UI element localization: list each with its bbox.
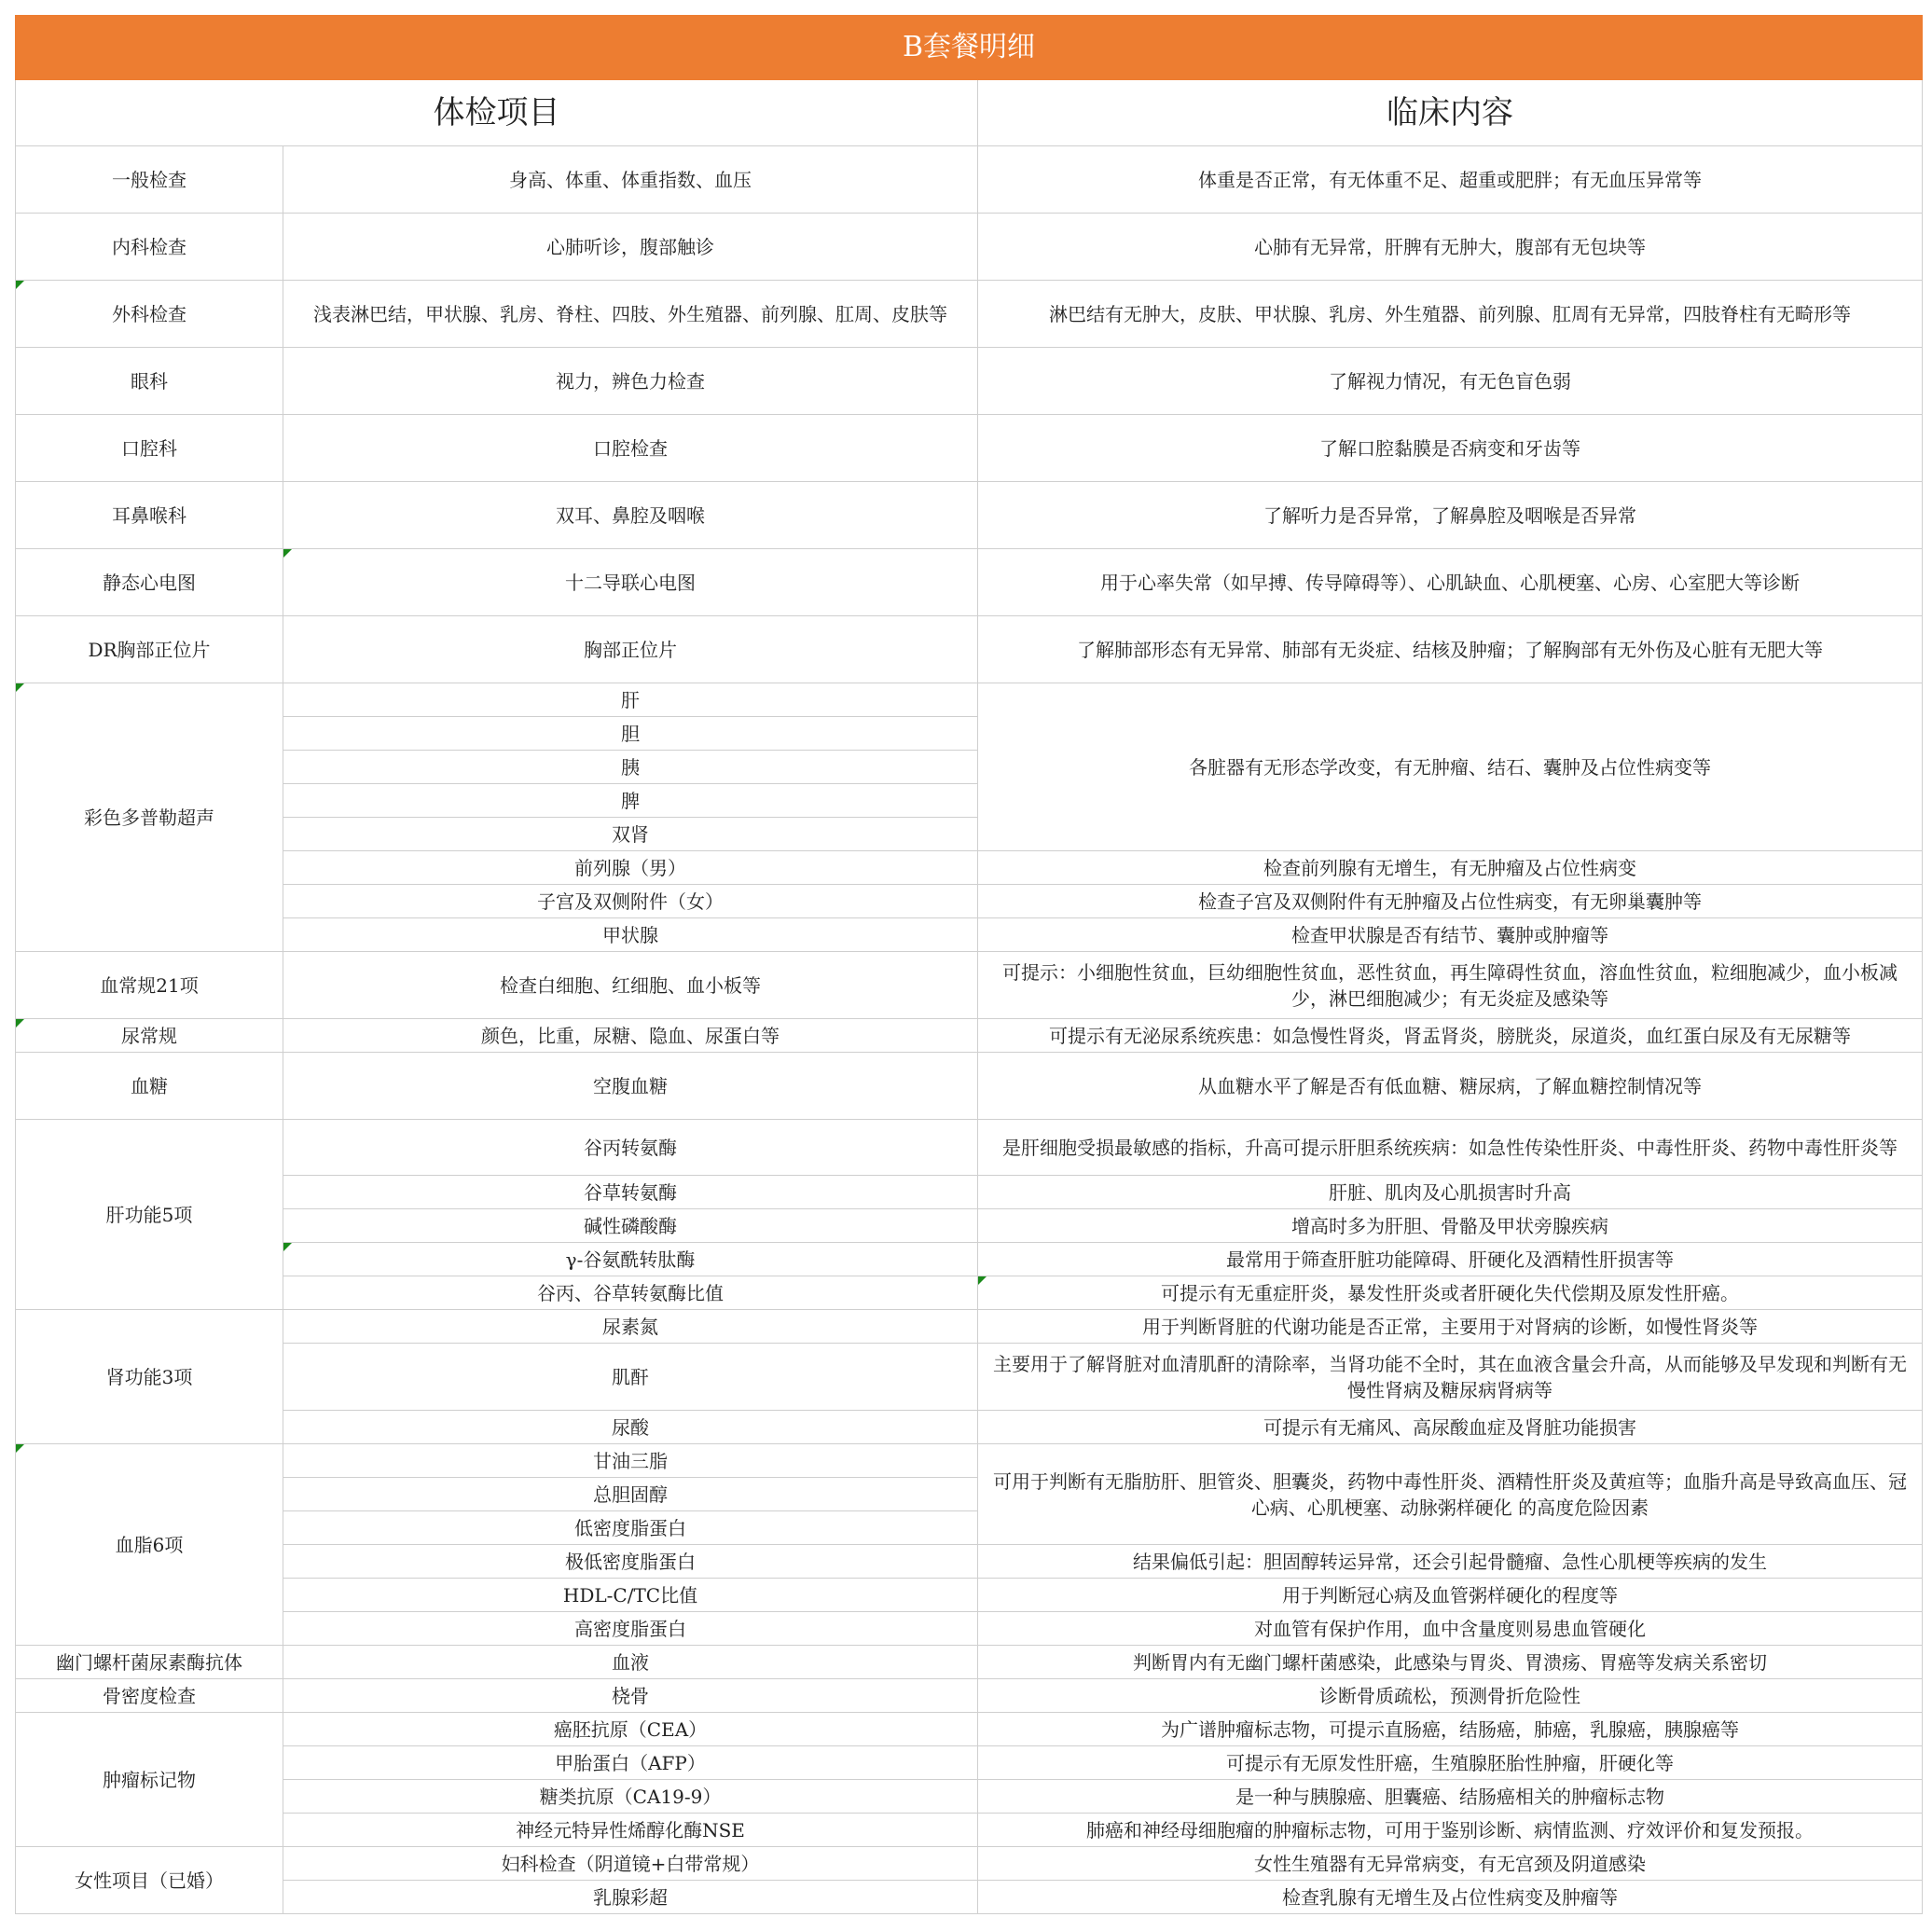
desc-cell: 检查乳腺有无增生及占位性病变及肿瘤等 [978,1881,1923,1914]
category-cell: 彩色多普勒超声 [16,683,283,952]
table-row [16,1411,1923,1444]
table-row [16,1053,1923,1120]
desc-cell: 用于判断冠心病及血管粥样硬化的程度等 [978,1579,1923,1612]
category-cell: 尿常规 [16,1019,283,1053]
table-row [16,1243,1923,1276]
table-row [16,1276,1923,1310]
table-row [16,1019,1923,1053]
desc-cell: 检查前列腺有无增生，有无肿瘤及占位性病变 [978,851,1923,885]
header-row [16,80,1923,146]
item-cell: 胆 [283,717,978,751]
table-row [16,348,1923,415]
item-cell: 子宫及双侧附件（女） [283,885,978,918]
table-row [16,1746,1923,1780]
header-item: 体检项目 [16,80,978,146]
desc-cell: 检查甲状腺是否有结节、囊肿或肿瘤等 [978,918,1923,952]
item-cell: 糖类抗原（CA19-9） [283,1780,978,1814]
table-row [16,549,1923,616]
desc-cell: 对血管有保护作用，血中含量度则易患血管硬化 [978,1612,1923,1646]
table-row [16,851,1923,885]
item-cell: 谷丙转氨酶 [283,1120,978,1176]
item-cell: 空腹血糖 [283,1053,978,1120]
item-cell: 神经元特异性烯醇化酶NSE [283,1814,978,1847]
item-cell: 双肾 [283,818,978,851]
desc-cell: 主要用于了解肾脏对血清肌酐的清除率，当肾功能不全时，其在血液含量会升高，从而能够及早发现和判断有无慢性肾病及糖尿病肾病等 [978,1344,1923,1411]
desc-cell: 用于心率失常（如早搏、传导障碍等）、心肌缺血、心肌梗塞、心房、心室肥大等诊断 [978,549,1923,616]
title-row [16,16,1923,80]
item-cell: 十二导联心电图 [283,549,978,616]
desc-cell: 是一种与胰腺癌、胆囊癌、结肠癌相关的肿瘤标志物 [978,1780,1923,1814]
table-row [16,1545,1923,1579]
table-row [16,952,1923,1019]
category-cell: 肝功能5项 [16,1120,283,1310]
item-cell: 血液 [283,1646,978,1679]
desc-cell: 判断胃内有无幽门螺杆菌感染，此感染与胃炎、胃溃疡、胃癌等发病关系密切 [978,1646,1923,1679]
table-row [16,918,1923,952]
item-cell: 胰 [283,751,978,784]
item-cell: 谷草转氨酶 [283,1176,978,1209]
desc-cell: 肺癌和神经母细胞瘤的肿瘤标志物，可用于鉴别诊断、病情监测、疗效评价和复发预报。 [978,1814,1923,1847]
category-cell: 骨密度检查 [16,1679,283,1713]
table-row [16,1713,1923,1746]
category-cell: 耳鼻喉科 [16,482,283,549]
item-cell: HDL-C/TC比值 [283,1579,978,1612]
desc-cell: 了解听力是否异常，了解鼻腔及咽喉是否异常 [978,482,1923,549]
category-cell: 眼科 [16,348,283,415]
table-row [16,885,1923,918]
item-cell: 尿酸 [283,1411,978,1444]
item-cell: 乳腺彩超 [283,1881,978,1914]
item-cell: γ-谷氨酰转肽酶 [283,1243,978,1276]
category-cell: 血常规21项 [16,952,283,1019]
item-cell: 癌胚抗原（CEA） [283,1713,978,1746]
item-cell: 心肺听诊，腹部触诊 [283,214,978,281]
package-table [15,15,1923,1914]
desc-cell: 体重是否正常，有无体重不足、超重或肥胖；有无血压异常等 [978,146,1923,214]
table-row [16,1444,1923,1478]
item-cell: 口腔检查 [283,415,978,482]
desc-cell: 结果偏低引起：胆固醇转运异常，还会引起骨髓瘤、急性心肌梗等疾病的发生 [978,1545,1923,1579]
item-cell: 甲状腺 [283,918,978,952]
item-cell: 肌酐 [283,1344,978,1411]
item-cell: 脾 [283,784,978,818]
desc-cell: 肝脏、肌肉及心肌损害时升高 [978,1176,1923,1209]
item-cell: 身高、体重、体重指数、血压 [283,146,978,214]
category-cell: 内科检查 [16,214,283,281]
desc-cell: 可提示有无原发性肝癌，生殖腺胚胎性肿瘤，肝硬化等 [978,1746,1923,1780]
table-row [16,1209,1923,1243]
item-cell: 前列腺（男） [283,851,978,885]
table-row [16,214,1923,281]
desc-cell: 诊断骨质疏松，预测骨折危险性 [978,1679,1923,1713]
table-row [16,1310,1923,1344]
table-row [16,683,1923,717]
item-cell: 尿素氮 [283,1310,978,1344]
desc-cell: 从血糖水平了解是否有低血糖、糖尿病，了解血糖控制情况等 [978,1053,1923,1120]
desc-cell: 各脏器有无形态学改变，有无肿瘤、结石、囊肿及占位性病变等 [978,683,1923,851]
item-cell: 总胆固醇 [283,1478,978,1511]
desc-cell: 为广谱肿瘤标志物，可提示直肠癌，结肠癌，肺癌，乳腺癌，胰腺癌等 [978,1713,1923,1746]
table-row [16,1679,1923,1713]
item-cell: 浅表淋巴结，甲状腺、乳房、脊柱、四肢、外生殖器、前列腺、肛周、皮肤等 [283,281,978,348]
item-cell: 甲胎蛋白（AFP） [283,1746,978,1780]
category-cell: 口腔科 [16,415,283,482]
item-cell: 胸部正位片 [283,616,978,683]
desc-cell: 可提示有无重症肝炎，暴发性肝炎或者肝硬化失代偿期及原发性肝癌。 [978,1276,1923,1310]
table-row [16,1579,1923,1612]
desc-cell: 最常用于筛查肝脏功能障碍、肝硬化及酒精性肝损害等 [978,1243,1923,1276]
desc-cell: 了解口腔黏膜是否病变和牙齿等 [978,415,1923,482]
desc-cell: 可提示：小细胞性贫血，巨幼细胞性贫血，恶性贫血，再生障碍性贫血，溶血性贫血，粒细胞减少，血小板减少，淋巴细胞减少；有无炎症及感染等 [978,952,1923,1019]
item-cell: 谷丙、谷草转氨酶比值 [283,1276,978,1310]
desc-cell: 增高时多为肝胆、骨骼及甲状旁腺疾病 [978,1209,1923,1243]
category-cell: DR胸部正位片 [16,616,283,683]
desc-cell: 了解肺部形态有无异常、肺部有无炎症、结核及肿瘤；了解胸部有无外伤及心脏有无肥大等 [978,616,1923,683]
item-cell: 视力，辨色力检查 [283,348,978,415]
desc-cell: 是肝细胞受损最敏感的指标，升高可提示肝胆系统疾病：如急性传染性肝炎、中毒性肝炎、药物中毒性肝炎等 [978,1120,1923,1176]
item-cell: 碱性磷酸酶 [283,1209,978,1243]
item-cell: 双耳、鼻腔及咽喉 [283,482,978,549]
category-cell: 外科检查 [16,281,283,348]
table-row [16,146,1923,214]
desc-cell: 淋巴结有无肿大，皮肤、甲状腺、乳房、外生殖器、前列腺、肛周有无异常，四肢脊柱有无畸形等 [978,281,1923,348]
table-row [16,281,1923,348]
category-cell: 肿瘤标记物 [16,1713,283,1847]
category-cell: 血脂6项 [16,1444,283,1646]
item-cell: 颜色，比重，尿糖、隐血、尿蛋白等 [283,1019,978,1053]
item-cell: 极低密度脂蛋白 [283,1545,978,1579]
item-cell: 低密度脂蛋白 [283,1511,978,1545]
desc-cell: 检查子宫及双侧附件有无肿瘤及占位性病变，有无卵巢囊肿等 [978,885,1923,918]
item-cell: 妇科检查（阴道镜+白带常规） [283,1847,978,1881]
category-cell: 静态心电图 [16,549,283,616]
item-cell: 检查白细胞、红细胞、血小板等 [283,952,978,1019]
table-row [16,1612,1923,1646]
item-cell: 高密度脂蛋白 [283,1612,978,1646]
table-row [16,415,1923,482]
desc-cell: 可提示有无泌尿系统疾患：如急慢性肾炎，肾盂肾炎，膀胱炎，尿道炎，血红蛋白尿及有无尿糖等 [978,1019,1923,1053]
desc-cell: 心肺有无异常，肝脾有无肿大，腹部有无包块等 [978,214,1923,281]
item-cell: 甘油三脂 [283,1444,978,1478]
table-row [16,1780,1923,1814]
desc-cell: 了解视力情况，有无色盲色弱 [978,348,1923,415]
table-row [16,1176,1923,1209]
table-row [16,1120,1923,1176]
desc-cell: 可用于判断有无脂肪肝、胆管炎、胆囊炎，药物中毒性肝炎、酒精性肝炎及黄疸等；血脂升高是导致高血压、冠心病、心肌梗塞、动脉粥样硬化 的高度危险因素 [978,1444,1923,1545]
category-cell: 一般检查 [16,146,283,214]
table-title: B套餐明细 [16,16,1923,80]
table-row [16,616,1923,683]
header-clinical: 临床内容 [978,80,1923,146]
table-row [16,1344,1923,1411]
table-row [16,482,1923,549]
table-row [16,1646,1923,1679]
table-row [16,1881,1923,1914]
desc-cell: 女性生殖器有无异常病变，有无宫颈及阴道感染 [978,1847,1923,1881]
item-cell: 桡骨 [283,1679,978,1713]
category-cell: 女性项目（已婚） [16,1847,283,1914]
category-cell: 幽门螺杆菌尿素酶抗体 [16,1646,283,1679]
desc-cell: 用于判断肾脏的代谢功能是否正常，主要用于对肾病的诊断，如慢性肾炎等 [978,1310,1923,1344]
category-cell: 肾功能3项 [16,1310,283,1444]
desc-cell: 可提示有无痛风、高尿酸血症及肾脏功能损害 [978,1411,1923,1444]
category-cell: 血糖 [16,1053,283,1120]
table-row [16,1847,1923,1881]
item-cell: 肝 [283,683,978,717]
table-row [16,1814,1923,1847]
